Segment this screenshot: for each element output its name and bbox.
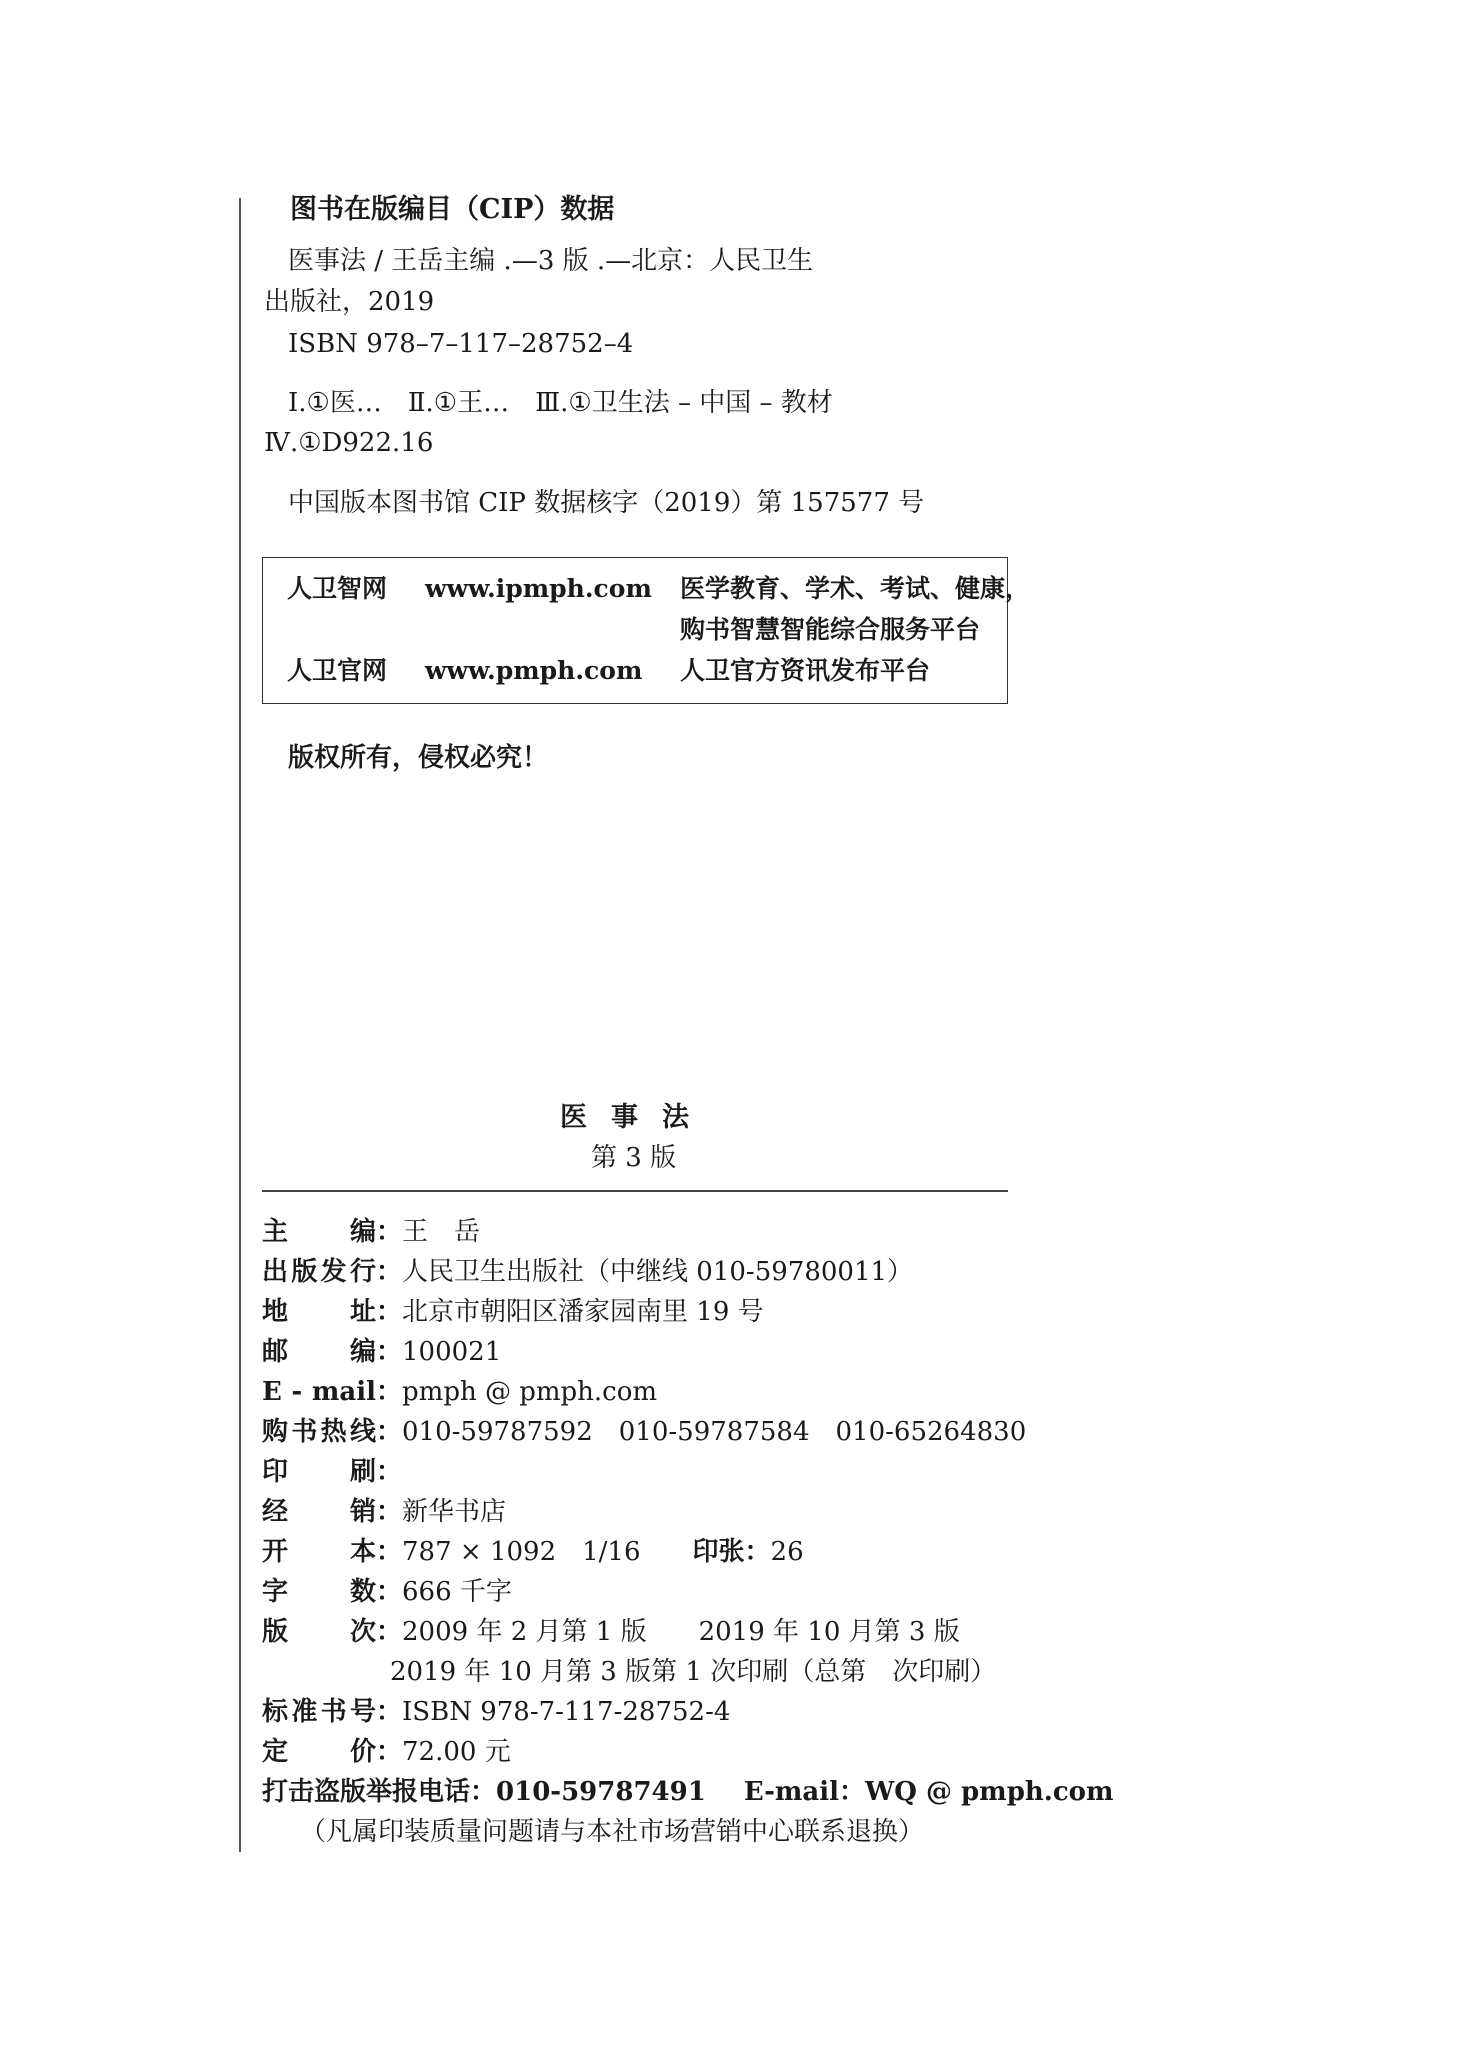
spec-value: 010-59787592 010-59787584 010-65264830 xyxy=(402,1417,1027,1447)
spec-isbn: 标准书号：ISBN 978-7-117-28752-4 xyxy=(262,1697,731,1727)
spec-label: 标准书号 xyxy=(262,1697,376,1727)
spec-value: 100021 xyxy=(402,1337,502,1367)
spec-label: 邮 编 xyxy=(262,1337,376,1367)
spec-label: E - mail xyxy=(262,1377,376,1407)
spec-note: （凡属印装质量问题请与本社市场营销中心联系退换） xyxy=(300,1817,925,1847)
spec-distributor: 经 销：新华书店 xyxy=(262,1497,507,1527)
margin-rule xyxy=(239,198,241,1852)
spec-postcode: 邮 编：100021 xyxy=(262,1337,502,1367)
book-title: 医事法 xyxy=(560,1102,713,1133)
site-desc: 人卫官方资讯发布平台 xyxy=(680,656,931,685)
spec-label: 开 本 xyxy=(262,1537,376,1567)
spec-value: 2009 年 2 月第 1 版 2019 年 10 月第 3 版 xyxy=(402,1617,960,1647)
spec-value: 666 千字 xyxy=(402,1577,512,1607)
site-name: 人卫智网 xyxy=(287,574,388,603)
spec-label: 打击盗版举报电话 xyxy=(262,1777,471,1807)
spec-value: 人民卫生出版社（中继线 010-59780011） xyxy=(402,1257,914,1287)
spec-label: 字 数 xyxy=(262,1577,376,1607)
spec-value: 王 岳 xyxy=(402,1217,481,1247)
piracy-email-label: E-mail xyxy=(743,1777,840,1807)
spec-words: 字 数：666 千字 xyxy=(262,1577,512,1607)
cip-line-1: 医事法 / 王岳主编 .—3 版 .—北京：人民卫生 xyxy=(288,246,814,276)
spec-edition-printing: 2019 年 10 月第 3 版第 1 次印刷（总第 次印刷） xyxy=(390,1657,997,1687)
spec-value: 72.00 元 xyxy=(402,1737,511,1767)
spec-piracy: 打击盗版举报电话：010-59787491 E-mail：WQ @ pmph.com xyxy=(262,1777,1114,1807)
cip-isbn: ISBN 978–7–117–28752–4 xyxy=(288,329,634,359)
spec-value: 北京市朝阳区潘家园南里 19 号 xyxy=(402,1297,764,1327)
spec-address: 地 址：北京市朝阳区潘家园南里 19 号 xyxy=(262,1297,764,1327)
cip-classification: Ⅰ.①医… Ⅱ.①王… Ⅲ.①卫生法 – 中国 – 教材 xyxy=(288,388,833,418)
site-url[interactable]: www.ipmph.com xyxy=(425,574,652,603)
website-box xyxy=(262,557,1031,704)
spec-publisher: 出版发行：人民卫生出版社（中继线 010-59780011） xyxy=(262,1257,914,1287)
spec-value[interactable]: pmph @ pmph.com xyxy=(402,1377,658,1407)
spec-hotline: 购书热线：010-59787592 010-59787584 010-65264830 xyxy=(262,1417,1027,1447)
spec-editor: 主 编：王 岳 xyxy=(262,1217,481,1247)
spec-format: 开 本：787 × 1092 1/16 印张：26 xyxy=(262,1537,804,1567)
cip-line-2: 出版社，2019 xyxy=(264,287,435,317)
site-url[interactable]: www.pmph.com xyxy=(425,656,643,685)
spec-label: 经 销 xyxy=(262,1497,376,1527)
spec-value: 787 × 1092 1/16 xyxy=(402,1537,641,1567)
spec-label: 印 刷 xyxy=(262,1457,376,1487)
spec-label: 定 价 xyxy=(262,1737,376,1767)
piracy-email[interactable]: WQ @ pmph.com xyxy=(865,1777,1114,1807)
spec-label: 购书热线 xyxy=(262,1417,376,1447)
cip-record-number: 中国版本图书馆 CIP 数据核字（2019）第 157577 号 xyxy=(288,488,925,518)
spec-label: 版 次 xyxy=(262,1617,376,1647)
spec-printer: 印 刷： xyxy=(262,1457,403,1487)
copyright-notice: 版权所有，侵权必究！ xyxy=(288,743,549,773)
divider xyxy=(262,1190,1008,1192)
spec-value: 新华书店 xyxy=(402,1497,507,1527)
site-desc: 医学教育、学术、考试、健康， xyxy=(680,574,1031,603)
cip-title: 图书在版编目（CIP）数据 xyxy=(290,194,615,225)
spec-email: E - mail：pmph @ pmph.com xyxy=(262,1377,658,1407)
book-edition: 第 3 版 xyxy=(591,1143,677,1173)
spec-sheets-value: 26 xyxy=(770,1537,804,1567)
spec-label: 地 址 xyxy=(262,1297,376,1327)
spec-price: 定 价：72.00 元 xyxy=(262,1737,511,1767)
site-desc: 购书智慧智能综合服务平台 xyxy=(680,615,981,644)
spec-sheets-label: 印张 xyxy=(692,1537,745,1567)
piracy-phone: 010-59787491 xyxy=(496,1777,706,1807)
site-name: 人卫官网 xyxy=(287,656,388,685)
spec-edition: 版 次：2009 年 2 月第 1 版 2019 年 10 月第 3 版 xyxy=(262,1617,960,1647)
spec-value: ISBN 978-7-117-28752-4 xyxy=(402,1697,731,1727)
spec-label: 主 编 xyxy=(262,1217,376,1247)
spec-label: 出版发行 xyxy=(262,1257,376,1287)
cip-class-code: Ⅳ.①D922.16 xyxy=(264,428,434,458)
